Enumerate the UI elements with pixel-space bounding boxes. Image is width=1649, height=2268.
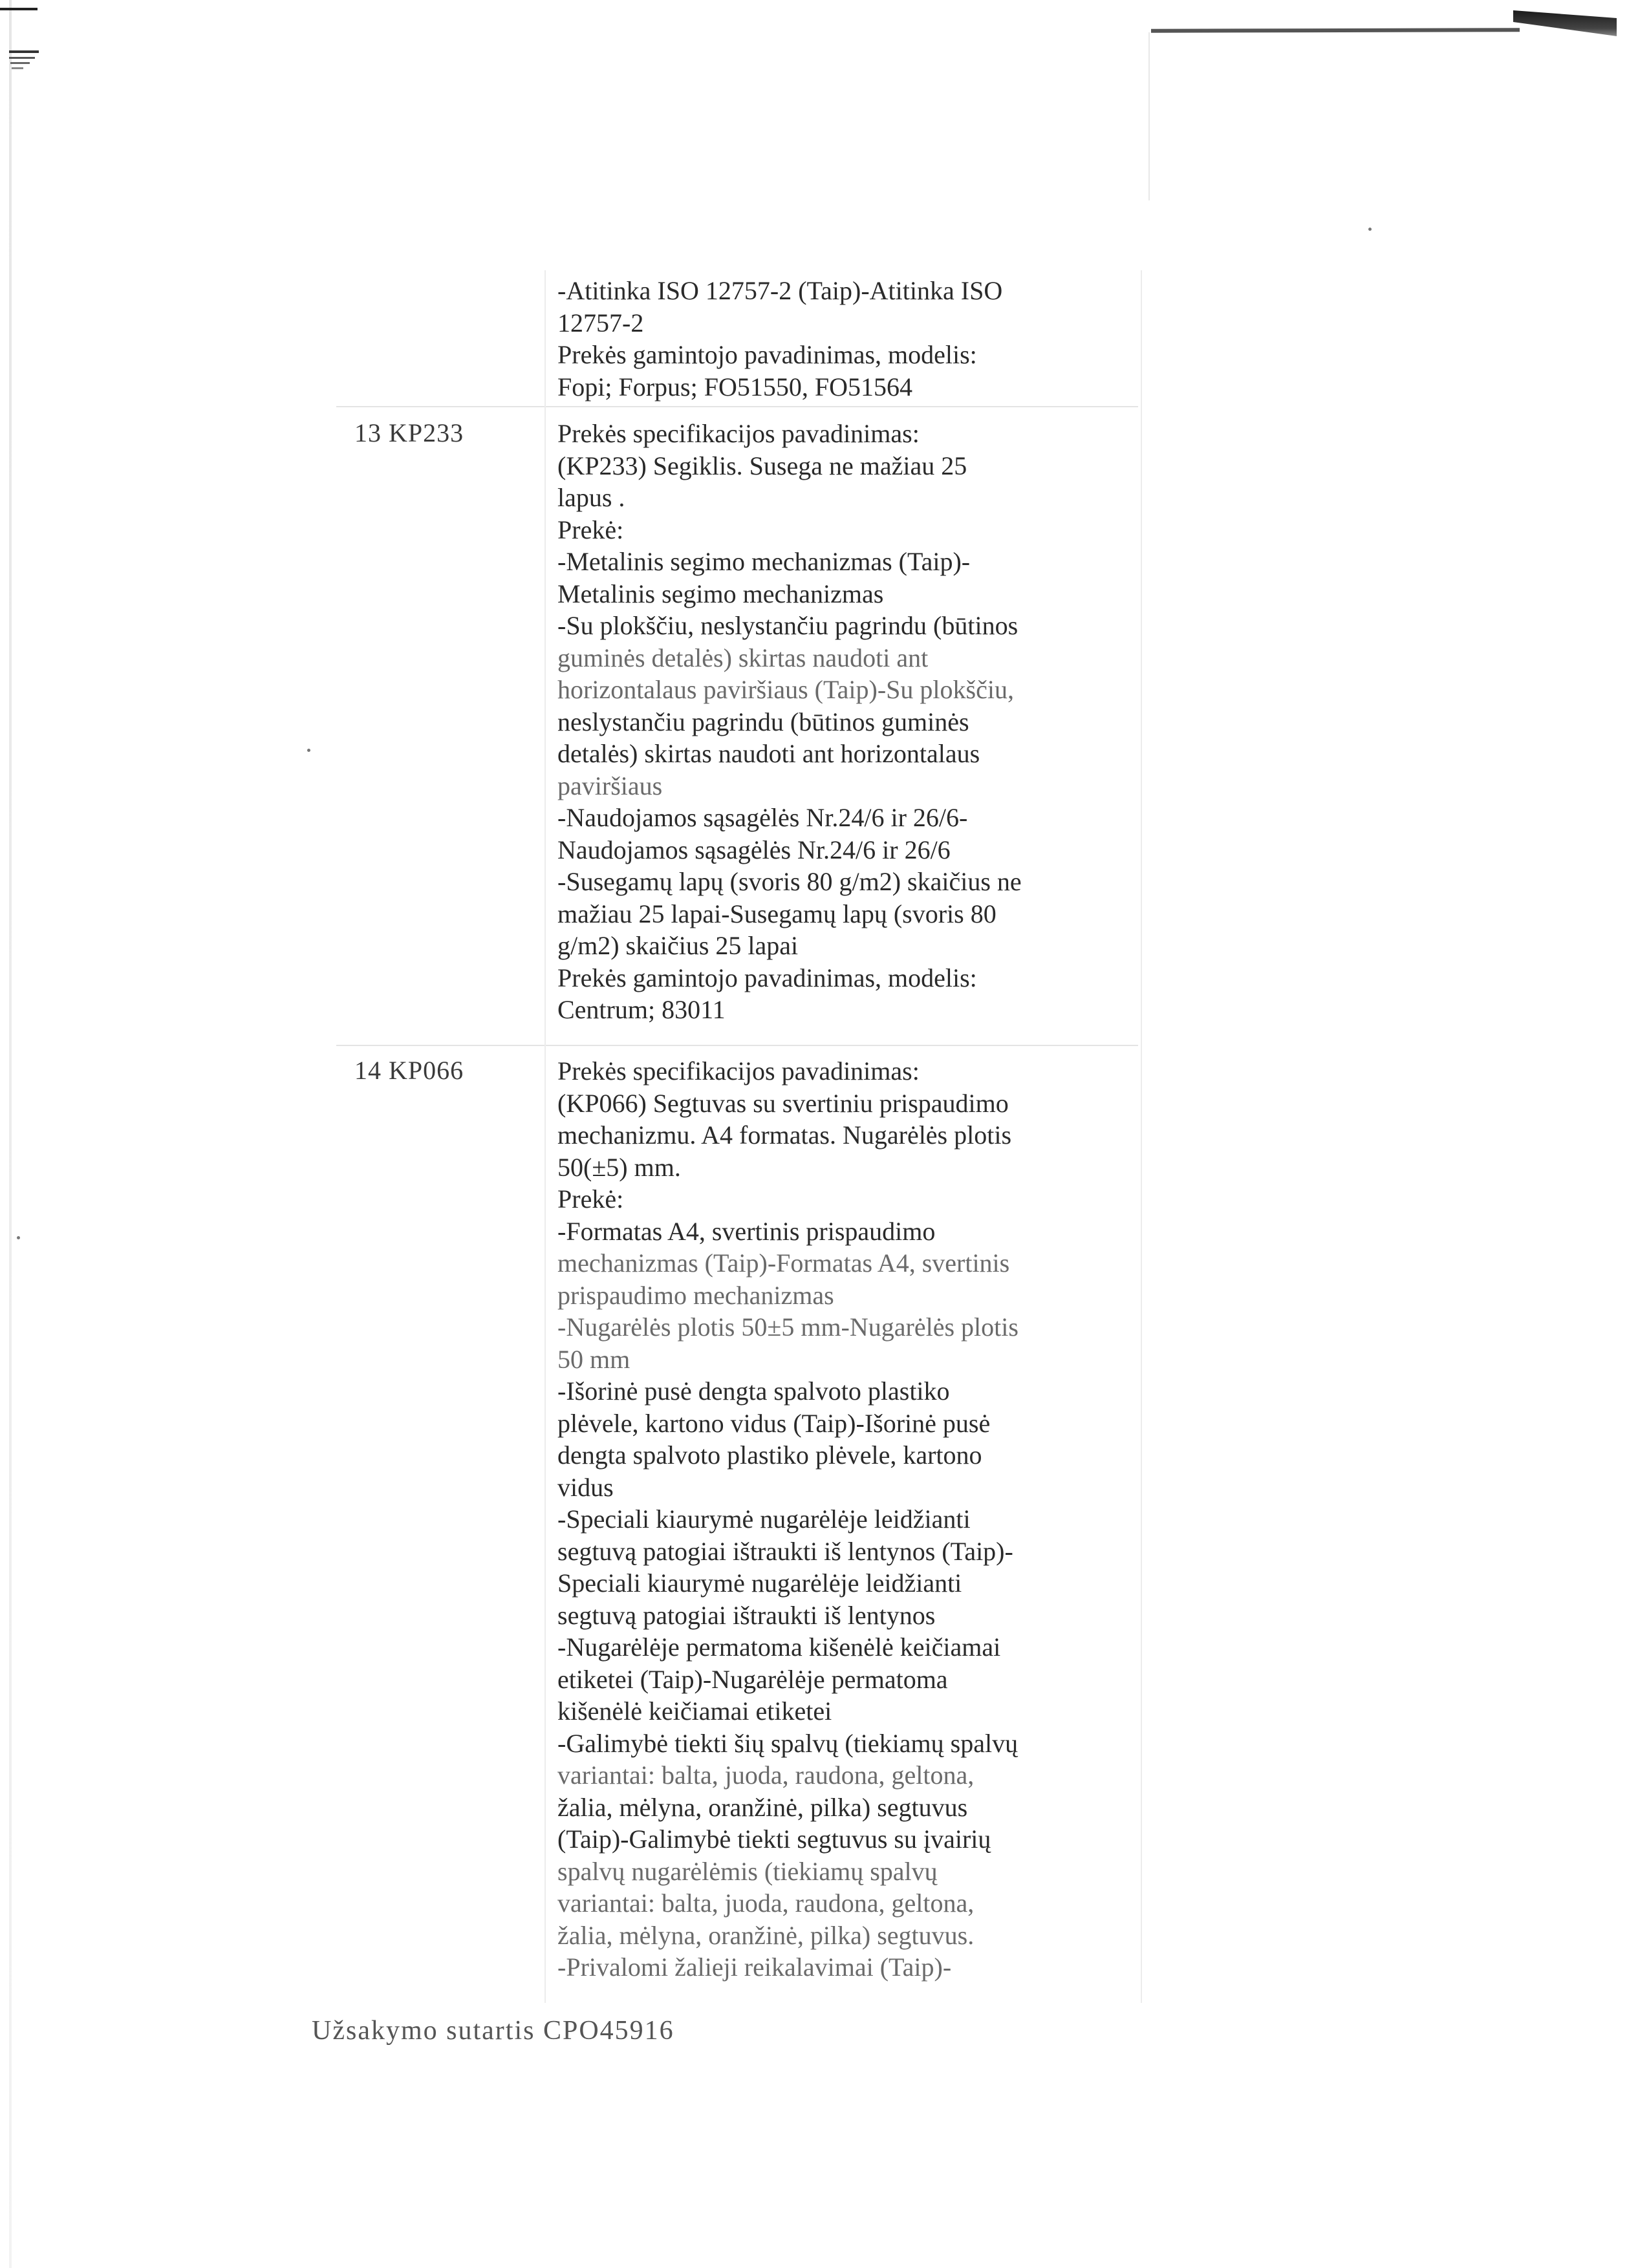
- description-line: lapus .: [557, 483, 625, 512]
- description-line: vidus: [557, 1472, 614, 1502]
- scan-right-vertical-line: [1148, 32, 1150, 200]
- description-line: 50 mm: [557, 1344, 630, 1374]
- table-rule-row13: [336, 406, 1138, 407]
- description-line: (Taip)-Galimybė tiekti segtuvus su įvairių: [557, 1824, 991, 1854]
- description-line: Metalinis segimo mechanizmas: [557, 579, 884, 608]
- table-right-border: [1141, 270, 1142, 2003]
- row-number: 14: [354, 1056, 382, 1085]
- description-line: mechanizmu. A4 formatas. Nugarėlės plotis: [557, 1120, 1012, 1150]
- description-line: -Privalomi žalieji reikalavimai (Taip)-: [557, 1952, 952, 1982]
- continuation-line: Prekės gamintojo pavadinimas, modelis:: [557, 340, 977, 369]
- scan-artifact-icon: [8, 48, 40, 87]
- description-line: mechanizmas (Taip)-Formatas A4, svertinis: [557, 1248, 1010, 1278]
- scan-corner-mark: [0, 8, 38, 10]
- description-line: Speciali kiaurymė nugarėlėje leidžianti: [557, 1568, 962, 1598]
- description-line: žalia, mėlyna, oranžinė, pilka) segtuvus.: [557, 1920, 975, 1950]
- description-line: -Išorinė pusė dengta spalvoto plastiko: [557, 1376, 950, 1406]
- description-line: (KP066) Segtuvas su svertiniu prispaudimo: [557, 1088, 1009, 1118]
- description-line: -Metalinis segimo mechanizmas (Taip)-: [557, 547, 971, 576]
- table-column-divider: [544, 270, 546, 2003]
- description-line: segtuvą patogiai ištraukti iš lentynos (Taip)-: [557, 1536, 1013, 1566]
- row-14-number: [354, 1055, 464, 1086]
- description-line: neslystančiu pagrindu (būtinos guminės: [557, 707, 969, 736]
- description-line: Centrum; 83011: [557, 995, 726, 1024]
- description-line: spalvų nugarėlėmis (tiekiamų spalvų: [557, 1856, 938, 1886]
- scan-top-line: [1151, 28, 1520, 32]
- description-line: (KP233) Segiklis. Susega ne mažiau 25: [557, 451, 967, 480]
- description-line: Prekė:: [557, 515, 624, 544]
- description-line: variantai: balta, juoda, raudona, geltona,: [557, 1760, 975, 1790]
- description-line: žalia, mėlyna, oranžinė, pilka) segtuvus: [557, 1792, 968, 1822]
- description-line: Prekės specifikacijos pavadinimas:: [557, 419, 920, 448]
- description-line: segtuvą patogiai ištraukti iš lentynos: [557, 1600, 936, 1630]
- row-number: 13: [354, 418, 382, 447]
- continuation-line: 12757-2: [557, 308, 644, 337]
- row-code: KP233: [389, 418, 464, 447]
- description-line: paviršiaus: [557, 771, 663, 800]
- description-line: -Su plokščiu, neslystančiu pagrindu (būtinos: [557, 611, 1018, 640]
- description-line: mažiau 25 lapai-Susegamų lapų (svoris 80: [557, 899, 997, 928]
- continuation-line: Fopi; Forpus; FO51550, FO51564: [557, 372, 912, 401]
- description-line: g/m2) skaičius 25 lapai: [557, 931, 799, 960]
- description-line: prispaudimo mechanizmas: [557, 1280, 834, 1310]
- continuation-block: [557, 275, 1139, 403]
- description-line: horizontalaus paviršiaus (Taip)-Su plokščiu,: [557, 675, 1014, 704]
- row-13-description: [557, 418, 1139, 1026]
- scan-speck: [307, 749, 310, 752]
- description-line: -Formatas A4, svertinis prispaudimo: [557, 1216, 936, 1246]
- description-line: Prekės gamintojo pavadinimas, modelis:: [557, 963, 977, 992]
- description-line: Prekės specifikacijos pavadinimas:: [557, 1056, 920, 1086]
- description-line: -Galimybė tiekti šių spalvų (tiekiamų spalvų: [557, 1728, 1018, 1758]
- description-line: -Susegamų lapų (svoris 80 g/m2) skaičius ne: [557, 867, 1022, 896]
- row-14-description: [557, 1055, 1139, 1984]
- description-line: kišenėlė keičiamai etiketei: [557, 1696, 832, 1726]
- row-13-number: [354, 418, 464, 448]
- description-line: guminės detalės) skirtas naudoti ant: [557, 643, 929, 672]
- description-line: 50(±5) mm.: [557, 1152, 681, 1182]
- description-line: detalės) skirtas naudoti ant horizontalaus: [557, 739, 980, 768]
- scan-top-dark-mark: [1513, 10, 1617, 36]
- description-line: etiketei (Taip)-Nugarėlėje permatoma: [557, 1664, 948, 1694]
- description-line: plėvele, kartono vidus (Taip)-Išorinė pusė: [557, 1408, 991, 1438]
- description-line: -Naudojamos sąsagėlės Nr.24/6 ir 26/6-: [557, 803, 968, 832]
- description-line: Naudojamos sąsagėlės Nr.24/6 ir 26/6: [557, 835, 951, 864]
- continuation-line: -Atitinka ISO 12757-2 (Taip)-Atitinka ISO: [557, 276, 1003, 305]
- scan-speck: [17, 1236, 20, 1239]
- table-rule-row14: [336, 1045, 1138, 1046]
- description-line: dengta spalvoto plastiko plėvele, kartono: [557, 1440, 982, 1470]
- footer-contract-number: Užsakymo sutartis CPO45916: [312, 2016, 674, 2046]
- description-line: variantai: balta, juoda, raudona, geltona,: [557, 1888, 975, 1918]
- row-code: KP066: [389, 1056, 464, 1085]
- scan-speck: [1368, 228, 1372, 231]
- description-line: -Nugarėlėje permatoma kišenėlė keičiamai: [557, 1632, 1001, 1662]
- scan-left-edge: [9, 0, 12, 2268]
- description-line: Prekė:: [557, 1184, 624, 1214]
- description-line: -Nugarėlės plotis 50±5 mm-Nugarėlės plotis: [557, 1312, 1018, 1342]
- description-line: -Speciali kiaurymė nugarėlėje leidžianti: [557, 1504, 971, 1534]
